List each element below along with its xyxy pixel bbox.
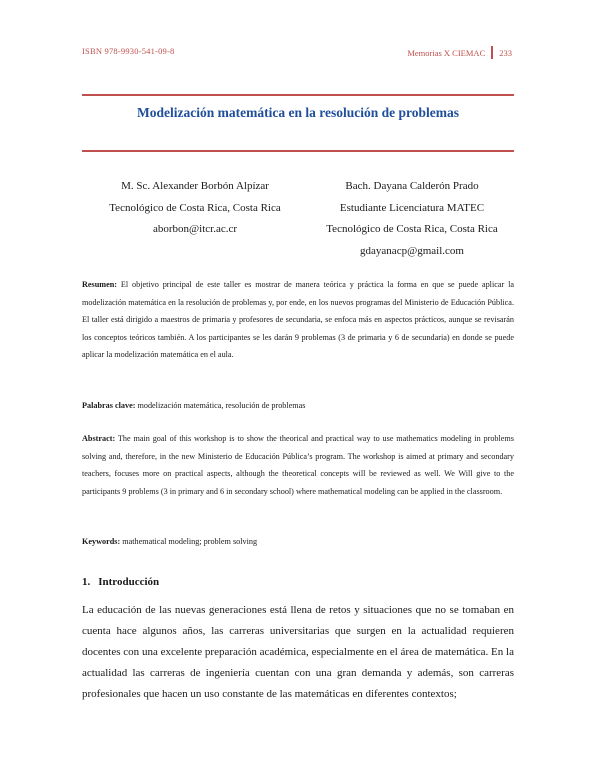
- section-title: Introducción: [98, 576, 160, 588]
- abstract-text: The main goal of this workshop is to show the theorical and practical way to use mathematics modeling in problems solving and, therefore, in the new Ministerio de Educación Pública’s program. The workshop is aimed at primary and secondary teachers, focuses more on practical aspects, although the theoretical concepts will be reviewed as well. We Will give to the participants 9 problems (3 in primary and 6 in secondary school) where mathematical modeling can be applied in the classroom.: [82, 434, 514, 496]
- author-role: Estudiante Licenciatura MATEC: [339, 201, 485, 214]
- header-proceedings: [407, 46, 512, 59]
- author-block-2: [312, 176, 512, 262]
- author-block-1: [100, 176, 290, 241]
- palabras-clave-paragraph: [82, 397, 514, 415]
- keywords-text: mathematical modeling; problem solving: [120, 537, 258, 546]
- author-name: M. Sc. Alexander Borbón Alpízar: [121, 180, 269, 192]
- title-rule-bottom: [82, 150, 514, 152]
- resumen-label: Resumen:: [82, 280, 118, 289]
- abstract-paragraph: [82, 430, 514, 500]
- keywords-label: Keywords:: [82, 537, 121, 546]
- author-email: aborbon@itcr.ac.cr: [152, 223, 238, 235]
- palabras-clave-label: Palabras clave:: [82, 401, 136, 410]
- resumen-paragraph: [82, 276, 514, 364]
- title-rule-top: [82, 94, 514, 96]
- author-affiliation: Tecnológico de Costa Rica, Costa Rica: [109, 201, 281, 214]
- page-number: 233: [499, 47, 512, 58]
- author-email: gdayanacp@gmail.com: [360, 244, 464, 257]
- proceedings-name: Memorias X CIEMAC: [407, 47, 486, 58]
- section-number: 1.: [82, 576, 91, 588]
- keywords-paragraph: [82, 533, 514, 551]
- section-heading: [82, 576, 159, 588]
- resumen-text: El objetivo principal de este taller es mostrar de manera teórica y práctica la forma en que se puede aplicar la modelización matemática en la resolución de problemas y, por ende, en los nuevos programas del Ministerio de Educación Pública. El taller está dirigido a maestros de primaria y profesores de secundaria, se enfoca más en aspectos prácticos, aunque se revisarán los conceptos teóricos también. A los participantes se les darán 9 problemas (3 de primaria y 6 de secundaria) en donde se puede aplicar la modelización matemática en el aula.: [82, 280, 514, 360]
- author-name: Bach. Dayana Calderón Prado: [345, 180, 479, 192]
- abstract-label: Abstract:: [82, 434, 116, 443]
- header-divider: [491, 46, 493, 59]
- author-affiliation: Tecnológico de Costa Rica, Costa Rica: [326, 223, 498, 235]
- palabras-clave-text: modelización matemática, resolución de problemas: [135, 401, 306, 410]
- header-isbn: ISBN 978-9930-541-09-8: [82, 46, 175, 56]
- intro-paragraph: La educación de las nuevas generaciones está llena de retos y situaciones que no se tomaban en cuenta hace algunos años, las carreras universitarias que surgen en la actualidad requieren docentes con una excelente preparación académica, especialmente en el área de matemática. En la actualidad las carreras de ingeniería cuentan con una gran demanda y además, son carreras profesionales que hacen un uso constante de las matemáticas en diferentes contextos;: [82, 604, 514, 700]
- paper-title: Modelización matemática en la resolución de problemas: [137, 105, 459, 120]
